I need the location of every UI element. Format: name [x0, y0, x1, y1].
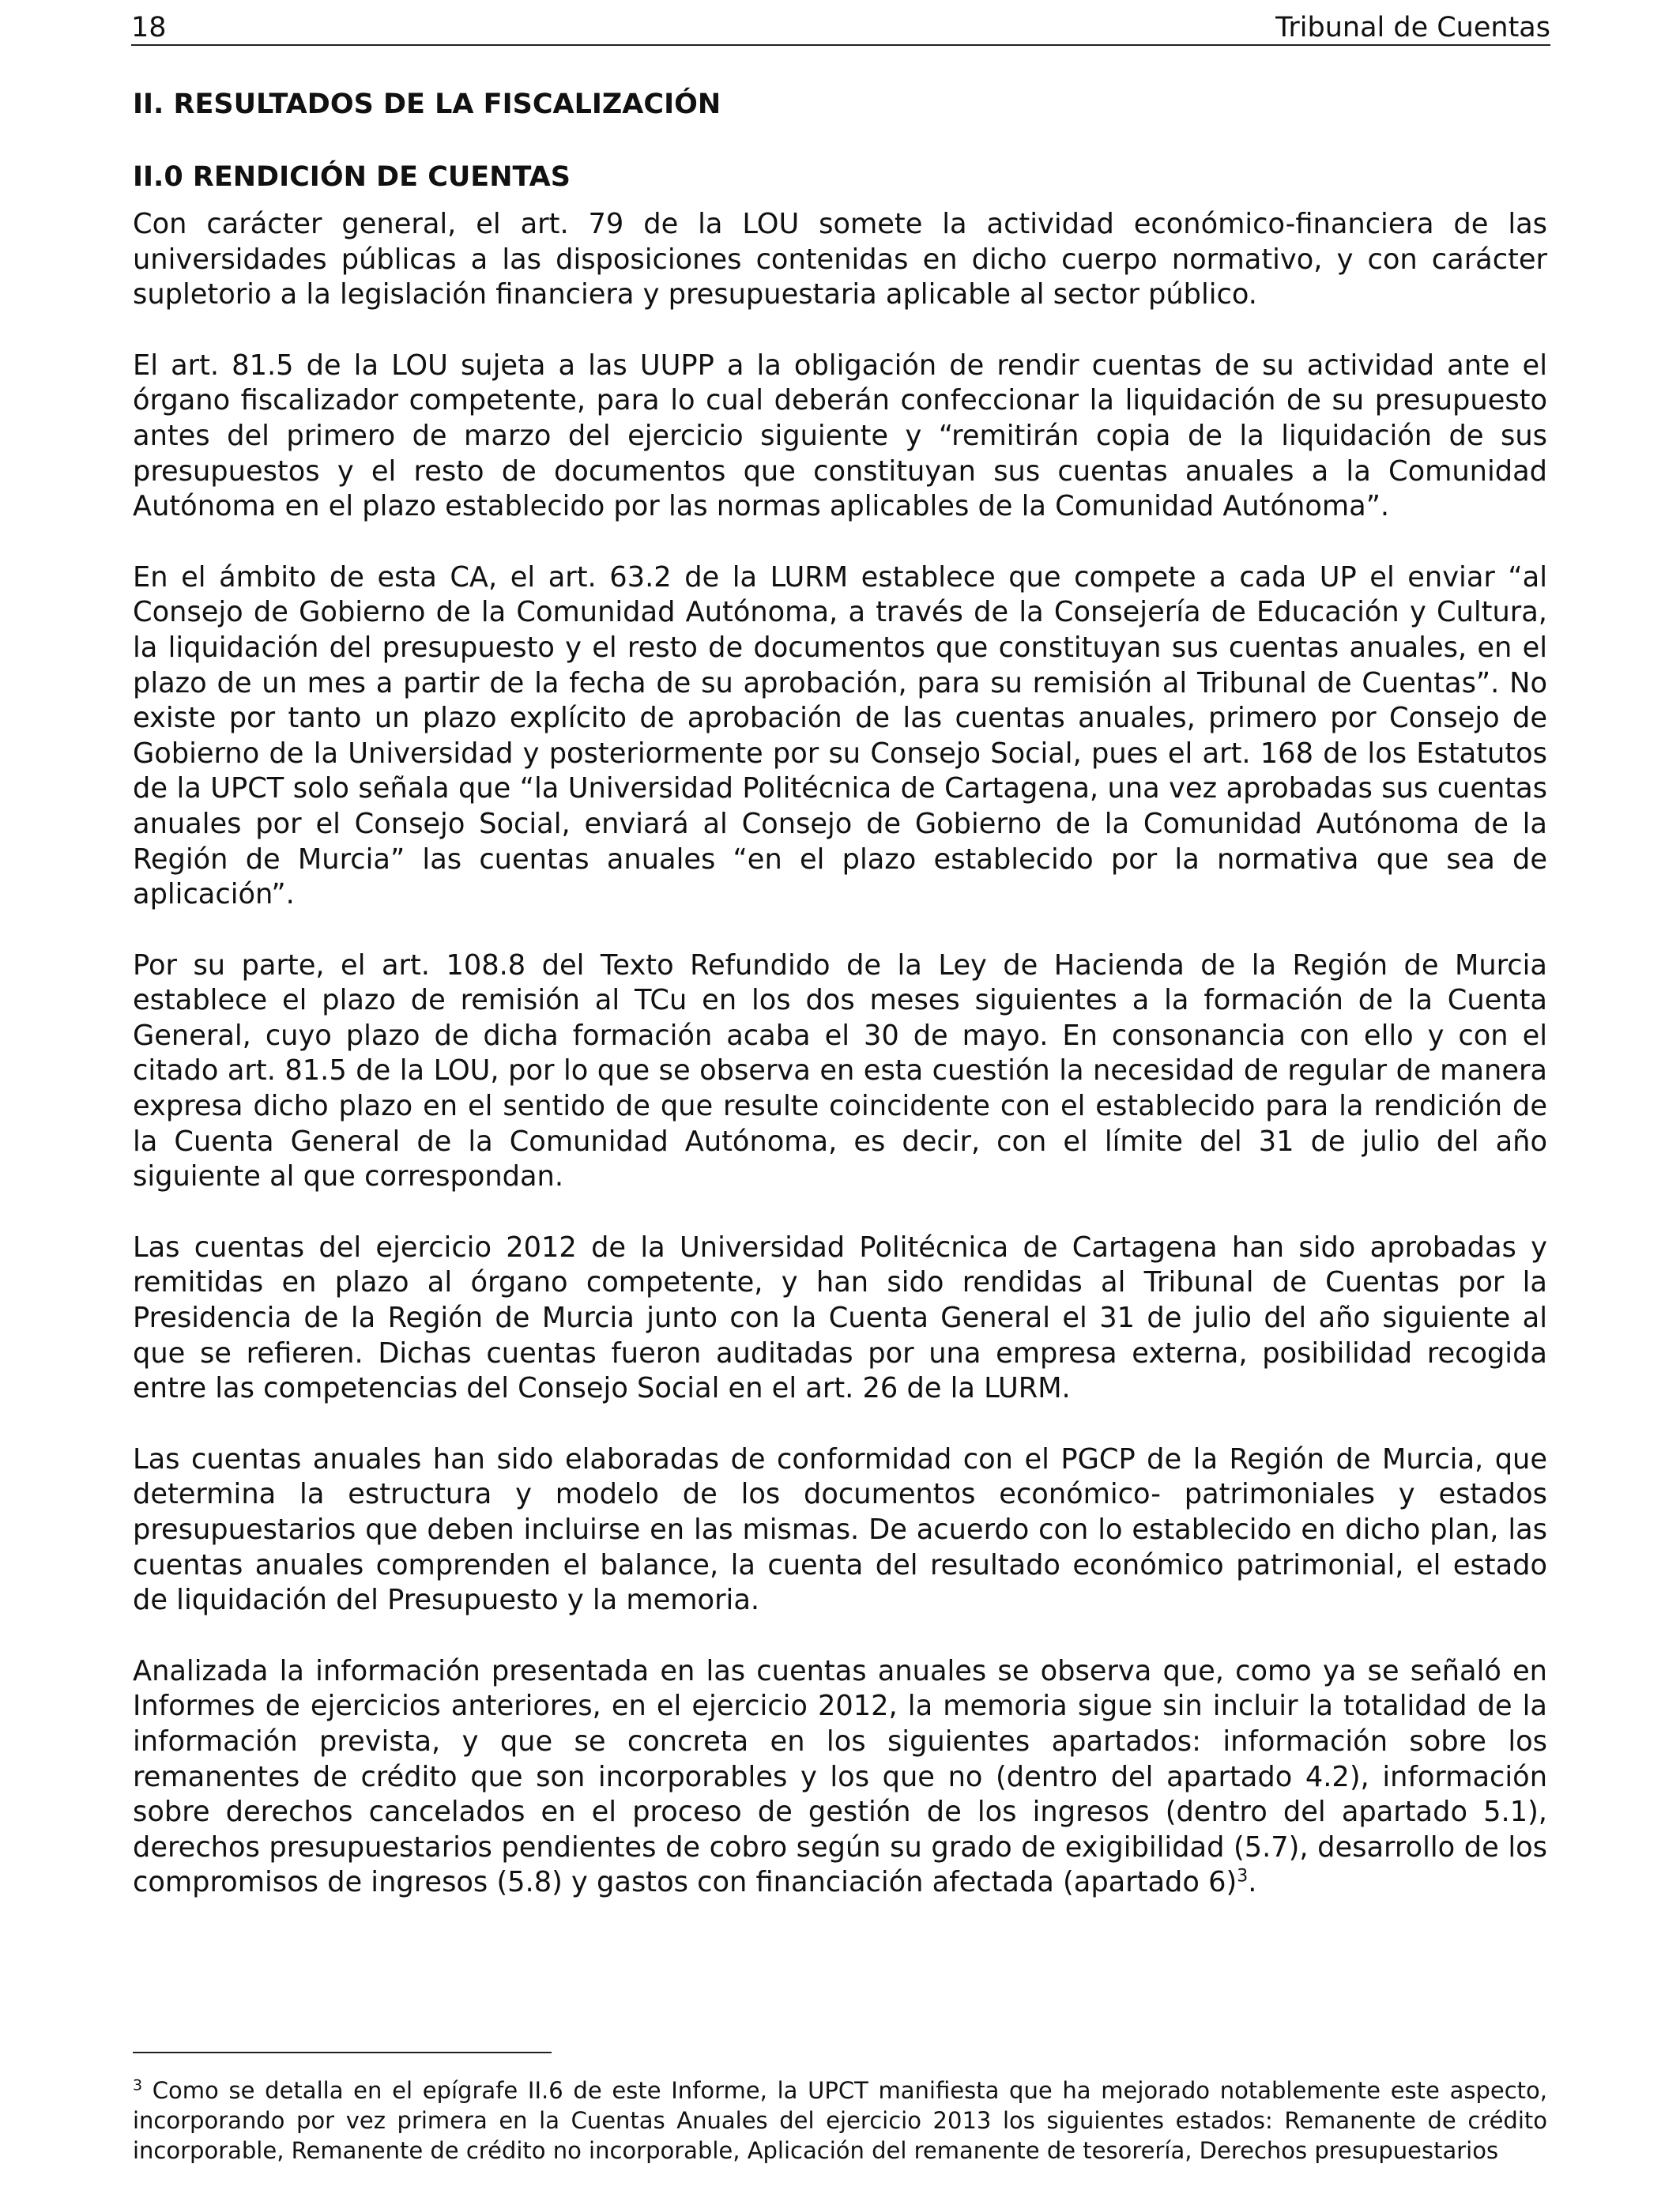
paragraph-3: En el ámbito de esta CA, el art. 63.2 de la LURM establece que compete a cada UP el enviar “al Consejo de Gobierno de la Comunidad Autónoma, a través de la Consejería de Educación y Cultura, la liquidación del presupuesto y el resto de documentos que constituyan sus cuentas anuales, en el plazo de un mes a partir de la fecha de su aprobación, para su remisión al Tribunal de Cuentas”. No existe por tanto un plazo explícito de aprobación de las cuentas anuales, primero por Consejo de Gobierno de la Universidad y posteriormente por su Consejo Social, pues el art. 168 de los Estatutos de la UPCT solo señala que “la Universidad Politécnica de Cartagena, una vez aprobadas sus cuentas anuales por el Consejo Social, enviará al Consejo de Gobierno de la Comunidad Autónoma de la Región de Murcia” las cuentas anuales “en el plazo establecido por la normativa que sea de aplicación”. [133, 560, 1547, 911]
paragraph-7-text: Analizada la información presentada en las cuentas anuales se observa que, como ya se señaló en Informes de ejercicios anteriores, en el ejercicio 2012, la memoria sigue sin incluir la totalidad de la información prevista, y que se concreta en los siguientes apartados: información sobre los remanentes de crédito que son incorporables y los que no (dentro del apartado 4.2), información sobre derechos cancelados en el proceso de gestión de los ingresos (dentro del apartado 5.1), derechos presupuestarios pendientes de cobro según su grado de exigibilidad (5.7), desarrollo de los compromisos de ingresos (5.8) y gastos con financiación afectada (apartado 6) [133, 1654, 1547, 1899]
paragraph-5: Las cuentas del ejercicio 2012 de la Universidad Politécnica de Cartagena han sido aprobadas y remitidas en plazo al órgano competente, y han sido rendidas al Tribunal de Cuentas por la Presidencia de la Región de Murcia junto con la Cuenta General el 31 de julio del año siguiente al que se refieren. Dichas cuentas fueron auditadas por una empresa externa, posibilidad recogida entre las competencias del Consejo Social en el art. 26 de la LURM. [133, 1231, 1547, 1405]
footnote-marker: 3 [133, 2076, 143, 2094]
footnote-reference[interactable]: 3 [1237, 1866, 1249, 1887]
paragraph-4: Por su parte, el art. 108.8 del Texto Refundido de la Ley de Hacienda de la Región de Murcia establece el plazo de remisión al TCu en los dos meses siguientes a la formación de la Cuenta General, cuyo plazo de dicha formación acaba el 30 de mayo. En consonancia con ello y con el citado art. 81.5 de la LOU, por lo que se observa en esta cuestión la necesidad de regular de manera expresa dicho plazo en el sentido de que resulte coincidente con el establecido para la rendición de la Cuenta General de la Comunidad Autónoma, es decir, con el límite del 31 de julio del año siguiente al que correspondan. [133, 948, 1547, 1193]
section-subtitle: II.0 RENDICIÓN DE CUENTAS [133, 161, 571, 193]
footnote-text: Como se detalla en el epígrafe II.6 de este Informe, la UPCT manifiesta que ha mejorado notablemente este aspecto, incorporando por vez primera en la Cuentas Anuales del ejercicio 2013 los siguientes estados: Remanente de crédito incorporable, Remanente de crédito no incorporable, Aplicación del remanente de tesorería, Derechos presupuestarios [133, 2077, 1547, 2164]
paragraph-7-closing: . [1248, 1866, 1257, 1899]
footnote-separator [133, 2052, 552, 2053]
footnote [133, 2075, 1547, 2166]
page-number: 18 [131, 12, 167, 43]
paragraph-6: Las cuentas anuales han sido elaboradas de conformidad con el PGCP de la Región de Murcia, que determina la estructura y modelo de los documentos económico- patrimoniales y estados presupuestarios que deben incluirse en las mismas. De acuerdo con lo establecido en dicho plan, las cuentas anuales comprenden el balance, la cuenta del resultado económico patrimonial, el estado de liquidación del Presupuesto y la memoria. [133, 1442, 1547, 1617]
paragraph-2: El art. 81.5 de la LOU sujeta a las UUPP a la obligación de rendir cuentas de su actividad ante el órgano fiscalizador competente, para lo cual deberán confeccionar la liquidación de su presupuesto antes del primero de marzo del ejercicio siguiente y “remitirán copia de la liquidación de sus presupuestos y el resto de documentos que constituyan sus cuentas anuales a la Comunidad Autónoma en el plazo establecido por las normas aplicables de la Comunidad Autónoma”. [133, 349, 1547, 523]
section-title: II. RESULTADOS DE LA FISCALIZACIÓN [133, 89, 721, 120]
page-header [131, 11, 1550, 46]
header-organization: Tribunal de Cuentas [1275, 12, 1550, 43]
paragraph-7 [133, 1654, 1547, 1901]
body-content [133, 87, 1547, 1936]
paragraph-1: Con carácter general, el art. 79 de la LOU somete la actividad económico-financiera de las universidades públicas a las disposiciones contenidas en dicho cuerpo normativo, y con carácter supletorio a la legislación financiera y presupuestaria aplicable al sector público. [133, 208, 1547, 311]
